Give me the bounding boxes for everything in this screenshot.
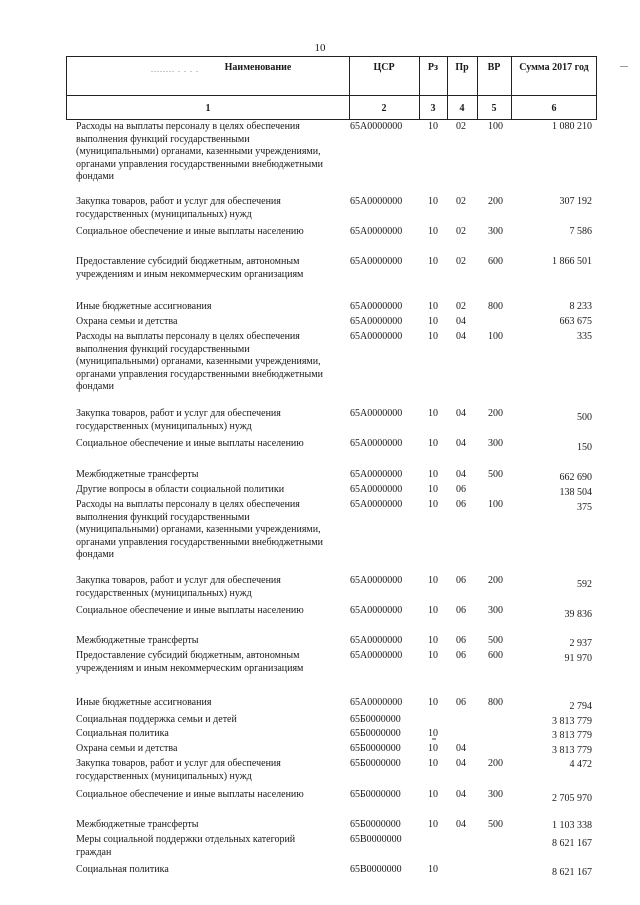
row-rz: 10	[428, 331, 438, 342]
row-name: Закупка товаров, работ и услуг для обеспечения государственных (муниципальных) нужд	[76, 758, 281, 782]
row-sum: 500	[577, 412, 592, 423]
row-csr: 65А0000000	[350, 301, 403, 312]
row-sum: 3 813 779	[552, 716, 592, 727]
row-csr: 65Б0000000	[350, 789, 401, 800]
row-name: Меры социальной поддержки отдельных категорий граждан	[76, 834, 296, 858]
row-rz: 10	[428, 484, 438, 495]
row-sum: 1 103 338	[552, 820, 592, 831]
row-rz: 10	[428, 226, 438, 237]
row-pr: 02	[456, 196, 466, 207]
row-name: Социальное обеспечение и иные выплаты населению	[76, 438, 304, 449]
row-name: Расходы на выплаты персоналу в целях обеспечения выполнения функций государственными (муниципальными) органами, казенными учреждениями, органами управления государственными внебюджетными фондами	[76, 331, 323, 392]
row-sum: 138 504	[559, 487, 592, 498]
row-vr: 300	[488, 226, 503, 237]
header-name: Наименование	[224, 62, 292, 73]
row-sum: 3 813 779	[552, 730, 592, 741]
row-rz: 10	[428, 575, 438, 586]
header-num-vr: 5	[491, 103, 497, 114]
row-csr: 65А0000000	[350, 256, 403, 267]
row-sum: 7 586	[569, 226, 592, 237]
row-csr: 65А0000000	[350, 575, 403, 586]
row-name: Расходы на выплаты персоналу в целях обеспечения выполнения функций государственными (муниципальными) органами, казенными учреждениями, органами управления государственными внебюджетными фондами	[76, 121, 323, 182]
row-rz: 10	[428, 864, 438, 875]
row-csr: 65А0000000	[350, 226, 403, 237]
row-vr: 300	[488, 438, 503, 449]
row-sum: 307 192	[559, 196, 592, 207]
row-rz: 10	[428, 316, 438, 327]
row-name: Межбюджетные трансферты	[76, 469, 199, 480]
header-divider	[67, 95, 596, 96]
row-vr: 300	[488, 605, 503, 616]
row-sum: 4 472	[569, 759, 592, 770]
row-sum: 375	[577, 502, 592, 513]
row-rz: 10	[428, 499, 438, 510]
row-csr: 65В0000000	[350, 834, 402, 845]
row-csr: 65А0000000	[350, 408, 403, 419]
row-csr: 65А0000000	[350, 635, 403, 646]
row-vr: 500	[488, 635, 503, 646]
row-csr: 65А0000000	[350, 196, 403, 207]
row-name: Расходы на выплаты персоналу в целях обеспечения выполнения функций государственными (муниципальными) органами, казенными учреждениями, органами управления государственными внебюджетными фондами	[76, 499, 323, 560]
row-name: Иные бюджетные ассигнования	[76, 697, 212, 708]
row-sum: 1 080 210	[552, 121, 592, 132]
row-rz: 10	[428, 789, 438, 800]
row-name: Межбюджетные трансферты	[76, 635, 199, 646]
row-name: Охрана семьи и детства	[76, 743, 178, 754]
row-sum: 150	[577, 442, 592, 453]
row-vr: 600	[488, 256, 503, 267]
row-sum: 3 813 779	[552, 745, 592, 756]
row-pr: 04	[456, 408, 466, 419]
row-pr: 04	[456, 438, 466, 449]
row-sum: 592	[577, 579, 592, 590]
row-name: Охрана семьи и детства	[76, 316, 178, 327]
row-name: Социальное обеспечение и иные выплаты населению	[76, 605, 304, 616]
row-csr: 65Б0000000	[350, 714, 401, 725]
row-pr: 04	[456, 758, 466, 769]
row-name: Другие вопросы в области социальной политики	[76, 484, 285, 495]
row-csr: 65А0000000	[350, 121, 403, 132]
header-num-csr: 2	[381, 103, 387, 114]
row-rz: 10	[428, 743, 438, 754]
row-rz: 10	[428, 469, 438, 480]
row-sum: 335	[577, 331, 592, 342]
row-pr: 06	[456, 605, 466, 616]
row-csr: 65А0000000	[350, 499, 403, 510]
header-pr: Пр	[455, 62, 469, 73]
header-csr: ЦСР	[373, 62, 395, 73]
row-sum: 2 705 970	[552, 793, 592, 804]
row-vr: 300	[488, 789, 503, 800]
row-vr: 200	[488, 758, 503, 769]
row-pr: 02	[456, 121, 466, 132]
row-sum: 663 675	[559, 316, 592, 327]
row-csr: 65А0000000	[350, 484, 403, 495]
row-csr: 65А0000000	[350, 469, 403, 480]
header-vr: ВР	[487, 62, 501, 73]
table-header	[66, 56, 597, 120]
row-name: Межбюджетные трансферты	[76, 819, 199, 830]
row-name: Социальное обеспечение и иные выплаты населению	[76, 789, 304, 800]
row-csr: 65А0000000	[350, 605, 403, 616]
row-name: Социальное обеспечение и иные выплаты населению	[76, 226, 304, 237]
row-vr: 200	[488, 575, 503, 586]
row-rz: 10	[428, 650, 438, 661]
row-pr: 02	[456, 301, 466, 312]
row-rz: 10	[428, 408, 438, 419]
row-rz: 10	[428, 121, 438, 132]
row-csr: 65А0000000	[350, 438, 403, 449]
row-vr: 600	[488, 650, 503, 661]
row-rz: 10	[428, 301, 438, 312]
row-csr: 65Б0000000	[350, 819, 401, 830]
row-pr: 06	[456, 697, 466, 708]
row-pr: 02	[456, 256, 466, 267]
row-sum: 1 866 501	[552, 256, 592, 267]
row-csr: 65Б0000000	[350, 743, 401, 754]
header-num-pr: 4	[459, 103, 465, 114]
row-vr: 500	[488, 819, 503, 830]
header-num-name: 1	[205, 103, 211, 114]
row-name: Предоставление субсидий бюджетным, автономным учреждениям и иным некоммерческим организациям	[76, 256, 304, 280]
row-vr: 800	[488, 697, 503, 708]
row-rz: 10	[428, 728, 438, 739]
row-pr: 06	[456, 484, 466, 495]
row-name: Закупка товаров, работ и услуг для обеспечения государственных (муниципальных) нужд	[76, 408, 281, 432]
row-name: Иные бюджетные ассигнования	[76, 301, 212, 312]
row-csr: 65Б0000000	[350, 758, 401, 769]
row-pr: 04	[456, 469, 466, 480]
row-rz: 10	[428, 758, 438, 769]
row-pr: 06	[456, 499, 466, 510]
scan-noise-dots: ........ . . . .	[151, 65, 199, 74]
row-rz: 10	[428, 438, 438, 449]
row-vr: 100	[488, 331, 503, 342]
row-name: Социальная политика	[76, 728, 169, 739]
row-vr: 100	[488, 499, 503, 510]
row-sum: 8 233	[569, 301, 592, 312]
row-csr: 65Б0000000	[350, 728, 401, 739]
row-rz: 10	[428, 697, 438, 708]
row-rz: 10	[428, 635, 438, 646]
row-pr: 02	[456, 226, 466, 237]
header-sum: Сумма 2017 год	[519, 62, 589, 73]
row-vr: 200	[488, 408, 503, 419]
row-csr: 65А0000000	[350, 316, 403, 327]
row-name: Закупка товаров, работ и услуг для обеспечения государственных (муниципальных) нужд	[76, 196, 281, 220]
row-pr: 04	[456, 316, 466, 327]
row-pr: 04	[456, 743, 466, 754]
header-rz: Рз	[427, 62, 439, 73]
row-pr: 06	[456, 650, 466, 661]
header-num-rz: 3	[430, 103, 436, 114]
row-sum: 2 937	[569, 638, 592, 649]
row-name: Социальная политика	[76, 864, 169, 875]
row-sum: 8 621 167	[552, 838, 592, 849]
row-vr: 100	[488, 121, 503, 132]
row-sum: 662 690	[559, 472, 592, 483]
row-name: Закупка товаров, работ и услуг для обеспечения государственных (муниципальных) нужд	[76, 575, 281, 599]
row-vr: 200	[488, 196, 503, 207]
row-rz: 10	[428, 605, 438, 616]
row-name: Предоставление субсидий бюджетным, автономным учреждениям и иным некоммерческим организациям	[76, 650, 304, 674]
row-rz: 10	[428, 256, 438, 267]
margin-mark	[620, 66, 628, 67]
row-sum: 39 836	[564, 609, 592, 620]
row-pr: 04	[456, 789, 466, 800]
row-csr: 65В0000000	[350, 864, 402, 875]
row-sum: 91 970	[564, 653, 592, 664]
row-csr: 65А0000000	[350, 650, 403, 661]
row-sum: 8 621 167	[552, 867, 592, 878]
row-pr: 04	[456, 819, 466, 830]
row-pr: 06	[456, 575, 466, 586]
row-csr: 65А0000000	[350, 697, 403, 708]
row-vr: 800	[488, 301, 503, 312]
row-rz: 10	[428, 819, 438, 830]
page-number: 10	[314, 42, 326, 54]
header-num-sum: 6	[551, 103, 557, 114]
row-sum: 2 794	[569, 701, 592, 712]
row-rz: 10	[428, 196, 438, 207]
row-vr: 500	[488, 469, 503, 480]
row-pr: 04	[456, 331, 466, 342]
row-csr: 65А0000000	[350, 331, 403, 342]
row-pr: 06	[456, 635, 466, 646]
row-name: Социальная поддержка семьи и детей	[76, 714, 237, 725]
